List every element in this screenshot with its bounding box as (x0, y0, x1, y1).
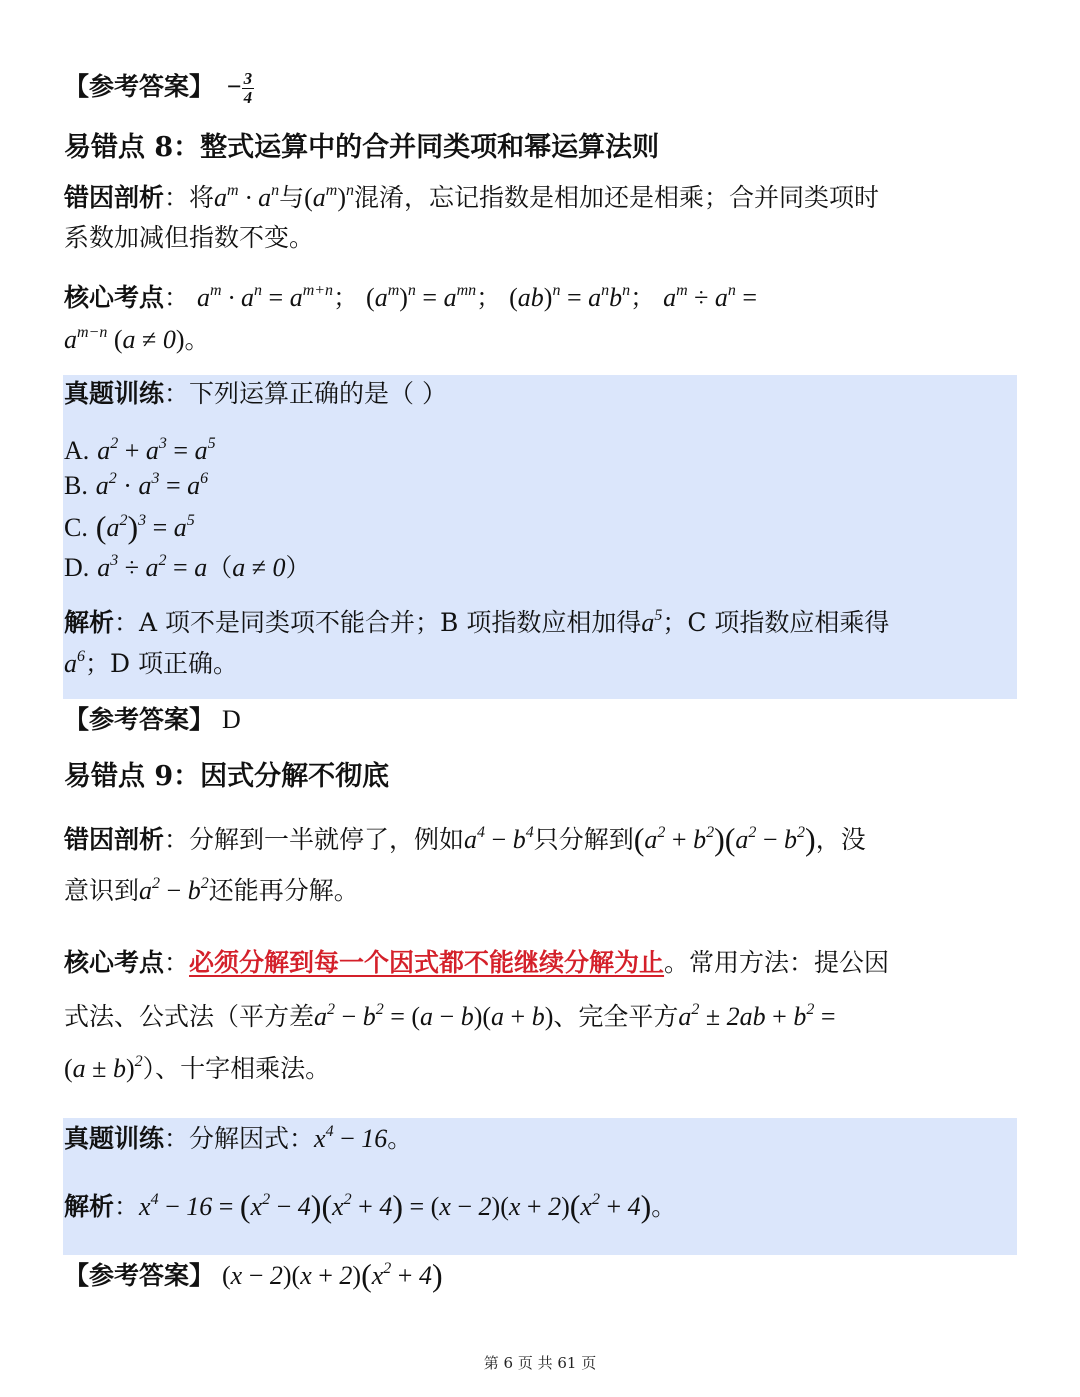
s8-core-line-2: $a^{m-n}$ (a ≠ 0)。 (64, 324, 210, 354)
option-c-label: C. (64, 513, 88, 542)
s9-analysis-line: 解析：$x^4 - 16 = (x^2 - 4)(x^2 + 4) = (x - 2)(x + 2)(x^2 + 4)$。 (64, 1188, 677, 1224)
s8-cause-line-1: 错因剖析：将$a^m \cdot a^n$与$(a^m)^n$混淆，忘记指数是相加还是相乘；合并同类项时 (64, 182, 880, 212)
s9-cause-text-2: 只分解到 (533, 825, 634, 854)
s8-cause-line-2: 系数加减但指数不变。 (64, 223, 315, 252)
s9-core-emphasis: 必须分解到每一个因式都不能继续分解为止 (189, 948, 665, 977)
s9-exercise-line: 真题训练：分解因式：$x^4 - 16$。 (64, 1123, 413, 1153)
s9-cause-text-3: ，没 (815, 825, 866, 854)
s9-answer-line: 【参考答案】 $(x - 2)(x + 2)(x^2 + 4)$ (64, 1257, 443, 1293)
s8-exercise-text: 下列运算正确的是（ ） (189, 379, 447, 408)
page-footer: 第 6 页 共 61 页 (483, 1354, 597, 1372)
prev-answer-line (64, 70, 254, 107)
s8-analysis-text-1: A 项不是同类项不能合并；B 项指数应相加得 (139, 608, 642, 637)
s8-analysis-label: 解析 (64, 608, 115, 637)
s8-exercise-line: 真题训练：下列运算正确的是（ ） (64, 379, 447, 408)
answer-label: 【参考答案】 (64, 705, 215, 734)
s8-answer-value: D (221, 705, 241, 734)
s9-exercise-label: 真题训练 (64, 1124, 165, 1153)
section-9-title: 易错点 9：因式分解不彻底 (64, 761, 390, 792)
s9-exercise-text: 分解因式： (189, 1124, 315, 1153)
s8-option-a: A. $a^2 + a^3 = a^5$ (64, 435, 216, 465)
s8-option-b: B. $a^2 \cdot a^3 = a^6$ (64, 470, 209, 500)
s8-cause-text-1: 将 (189, 183, 215, 212)
s9-core-text-1: 。常用方法：提公因 (664, 948, 890, 977)
s9-cause-line-1: 错因剖析：分解到一半就停了，例如$a^4 - b^4$只分解到$(a^2 + b^2)(a^2 - b^2)$，没 (64, 821, 866, 857)
s8-analysis-line-2: $a^6$；D 项正确。 (64, 648, 238, 678)
s9-analysis-label: 解析 (64, 1192, 115, 1221)
s8-core-line-1: 核心考点： $a^m \cdot a^n = a^{m+n}$； $(a^m)^n = a^{mn}$； $(ab)^n = a^nb^n$； $a^m \div a^n$ = (64, 282, 758, 312)
s9-core-line-3: $(a \pm b)^2$）、十字相乘法。 (64, 1053, 331, 1083)
s9-core-label: 核心考点 (64, 948, 165, 977)
answer-fraction (242, 70, 255, 107)
section-8-title: 易错点 8：整式运算中的合并同类项和幂运算法则 (64, 132, 660, 163)
s9-core-line-1: 核心考点：必须分解到每一个因式都不能继续分解为止。常用方法：提公因 (64, 948, 890, 977)
s8-core-end: 。 (184, 325, 210, 354)
fraction-numerator: 3 (243, 69, 253, 88)
s8-cause-text-2: 与 (279, 183, 305, 212)
s9-cause-text-1: 分解到一半就停了，例如 (189, 825, 465, 854)
fraction-denominator: 4 (243, 88, 253, 107)
answer-label: 【参考答案】 (64, 72, 215, 101)
s8-answer-line (64, 703, 241, 737)
s8-analysis-line-1: 解析：A 项不是同类项不能合并；B 项指数应相加得$a^5$；C 项指数应相乘得 (64, 607, 890, 637)
s9-exercise-end: 。 (387, 1124, 413, 1153)
s8-cause-text-3: 混淆，忘记指数是相加还是相乘；合并同类项时 (354, 183, 880, 212)
s9-cause-label: 错因剖析 (64, 825, 165, 854)
s9-core-text-3: 、完全平方 (553, 1002, 679, 1031)
option-a-label: A. (64, 436, 90, 465)
s8-exercise-label: 真题训练 (64, 379, 165, 408)
s9-analysis-end: 。 (651, 1192, 677, 1221)
answer-sign: − (226, 72, 242, 101)
s9-core-text-4: ）、十字相乘法。 (142, 1054, 331, 1083)
s9-cause-line-2: 意识到$a^2 - b^2$还能再分解。 (64, 875, 359, 905)
s8-cause-label: 错因剖析 (64, 183, 165, 212)
s8-analysis-text-3: ；D 项正确。 (85, 649, 238, 678)
answer-label: 【参考答案】 (64, 1261, 215, 1290)
s9-cause-text-4: 意识到 (64, 876, 140, 905)
s9-core-line-2: 式法、公式法（平方差$a^2 - b^2 = (a - b)(a + b)$、完全平方$a^2 \pm 2ab + b^2$ = (64, 1001, 836, 1031)
option-b-label: B. (64, 471, 88, 500)
s8-option-c: C. $(a^2)^3 = a^5$ (64, 509, 195, 545)
s9-core-text-2: 式法、公式法（平方差 (64, 1002, 315, 1031)
s8-option-d: D. $a^3 \div a^2 = a(a \ne 0)$ (64, 552, 311, 582)
s8-core-label: 核心考点 (64, 283, 165, 312)
option-d-label: D. (64, 553, 90, 582)
s8-analysis-text-2: ；C 项指数应相乘得 (662, 608, 890, 637)
s9-cause-text-5: 还能再分解。 (208, 876, 359, 905)
